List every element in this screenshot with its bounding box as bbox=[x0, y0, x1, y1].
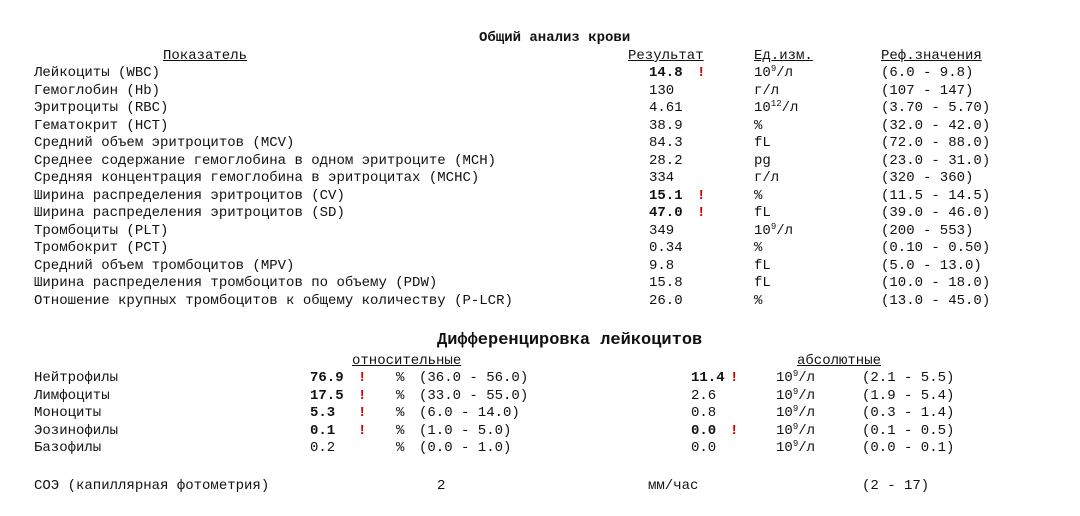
diff-rel-ref: (0.0 - 1.0) bbox=[419, 440, 512, 456]
unit-exponent: 9 bbox=[792, 369, 799, 379]
diff-rel-unit: % bbox=[396, 440, 405, 456]
diff-abs-value: 0.8 bbox=[691, 405, 717, 421]
abnormal-flag-icon: ! bbox=[358, 370, 367, 386]
unit-base: fL bbox=[754, 135, 771, 151]
diff-rel-ref: (1.0 - 5.0) bbox=[419, 422, 512, 439]
header-unit: Ед.изм. bbox=[754, 48, 813, 64]
unit-base: fL bbox=[754, 257, 771, 274]
abnormal-flag-icon: ! bbox=[697, 65, 706, 81]
unit-base: 10 bbox=[776, 387, 793, 404]
row-name: Отношение крупных тромбоцитов к общему количеству (P-LCR) bbox=[34, 292, 513, 309]
unit-base: % bbox=[754, 292, 763, 309]
row-ref: (32.0 - 42.0) bbox=[881, 117, 991, 134]
row-value: 15.8 bbox=[649, 275, 683, 291]
row-ref: (6.0 - 9.8) bbox=[881, 65, 974, 81]
row-ref: (3.70 - 5.70) bbox=[881, 100, 991, 116]
diff-rel-ref: (6.0 - 14.0) bbox=[419, 405, 520, 421]
row-unit bbox=[754, 240, 762, 257]
report-title: Общий анализ крови bbox=[479, 30, 631, 46]
row-ref: (0.10 - 0.50) bbox=[881, 240, 991, 256]
row-name: Средний объем эритроцитов (MCV) bbox=[34, 135, 295, 151]
table-row bbox=[0, 170, 1080, 188]
abnormal-flag-icon: ! bbox=[358, 387, 367, 404]
diff-row bbox=[0, 405, 1080, 423]
header-result: Результат bbox=[628, 48, 704, 64]
table-row bbox=[0, 275, 1080, 293]
row-name: Ширина распределения эритроцитов (SD) bbox=[34, 205, 345, 221]
table-row bbox=[0, 100, 1080, 118]
row-unit bbox=[754, 293, 762, 310]
unit-exponent: 9 bbox=[792, 421, 799, 432]
row-unit bbox=[754, 223, 793, 240]
unit-base: г/л bbox=[754, 82, 780, 99]
row-unit bbox=[754, 153, 771, 170]
row-unit bbox=[754, 83, 779, 100]
diff-abs-value: 2.6 bbox=[691, 387, 717, 404]
header-ref: Реф.значения bbox=[881, 48, 982, 64]
unit-exponent: 9 bbox=[792, 439, 799, 449]
row-value: 334 bbox=[649, 170, 675, 186]
unit-base: fL bbox=[754, 205, 771, 221]
diff-abs-unit bbox=[776, 440, 815, 457]
diff-rel-unit: % bbox=[396, 370, 405, 386]
unit-tail: /л bbox=[798, 387, 816, 404]
unit-base: 10 bbox=[776, 422, 793, 439]
unit-base: % bbox=[754, 117, 763, 134]
row-name: Гемоглобин (Hb) bbox=[34, 82, 161, 99]
header-indicator: Показатель bbox=[163, 48, 248, 64]
abnormal-flag-icon: ! bbox=[697, 205, 706, 221]
row-ref: (72.0 - 88.0) bbox=[881, 135, 991, 151]
unit-base: % bbox=[754, 187, 763, 204]
diff-rel-ref: (36.0 - 56.0) bbox=[419, 370, 529, 386]
table-row bbox=[0, 205, 1080, 223]
table-row bbox=[0, 188, 1080, 206]
unit-tail: /л bbox=[798, 405, 816, 421]
unit-tail: /л bbox=[798, 422, 816, 439]
row-unit bbox=[754, 258, 771, 275]
abnormal-flag-icon: ! bbox=[358, 405, 367, 421]
row-name: Лейкоциты (WBC) bbox=[34, 65, 161, 81]
diff-abs-value: 0.0 bbox=[691, 440, 717, 456]
unit-base: 10 bbox=[754, 222, 771, 239]
row-value: 26.0 bbox=[649, 292, 683, 309]
diff-abs-unit bbox=[776, 370, 815, 387]
row-unit bbox=[754, 205, 771, 222]
diff-row bbox=[0, 423, 1080, 441]
table-row bbox=[0, 258, 1080, 276]
row-unit bbox=[754, 170, 779, 187]
diff-row bbox=[0, 370, 1080, 388]
row-unit bbox=[754, 100, 798, 117]
diff-rel-value: 17.5 bbox=[310, 387, 344, 404]
unit-base: fL bbox=[754, 275, 771, 291]
row-value: 130 bbox=[649, 82, 675, 99]
unit-tail: /л bbox=[798, 440, 816, 456]
diff-row bbox=[0, 388, 1080, 406]
table-row bbox=[0, 118, 1080, 136]
diff-abs-unit bbox=[776, 423, 815, 440]
diff-abs-unit bbox=[776, 405, 815, 422]
diff-rel-value: 0.2 bbox=[310, 440, 336, 456]
table-row bbox=[0, 153, 1080, 171]
diff-rel-value: 76.9 bbox=[310, 370, 344, 386]
row-value: 28.2 bbox=[649, 152, 683, 169]
row-name: Средний объем тромбоцитов (MPV) bbox=[34, 257, 295, 274]
diff-rel-value: 0.1 bbox=[310, 422, 336, 439]
diff-rel-ref: (33.0 - 55.0) bbox=[419, 387, 529, 404]
diff-rel-unit: % bbox=[396, 422, 405, 439]
table-row bbox=[0, 65, 1080, 83]
table-row bbox=[0, 83, 1080, 101]
diff-abs-ref: (1.9 - 5.4) bbox=[862, 387, 955, 404]
row-unit bbox=[754, 65, 793, 82]
row-name: Тромбокрит (PCT) bbox=[34, 240, 169, 256]
unit-tail: /л bbox=[781, 100, 799, 116]
row-value: 349 bbox=[649, 222, 675, 239]
unit-exponent: 9 bbox=[770, 221, 777, 232]
diff-rel-unit: % bbox=[396, 405, 405, 421]
row-value: 0.34 bbox=[649, 240, 683, 256]
unit-base: 10 bbox=[776, 405, 793, 421]
unit-exponent: 9 bbox=[792, 386, 799, 397]
diff-rel-unit: % bbox=[396, 387, 405, 404]
row-ref: (200 - 553) bbox=[881, 222, 974, 239]
row-name: Средняя концентрация гемоглобина в эритроцитах (MCHC) bbox=[34, 170, 480, 186]
row-unit bbox=[754, 188, 762, 205]
diff-rel-value: 5.3 bbox=[310, 405, 336, 421]
row-value: 38.9 bbox=[649, 117, 683, 134]
diff-abs-ref: (2.1 - 5.5) bbox=[862, 370, 955, 386]
diff-relative-header: относительные bbox=[352, 353, 462, 369]
row-name: Тромбоциты (PLT) bbox=[34, 222, 169, 239]
abnormal-flag-icon: ! bbox=[358, 422, 367, 439]
esr-ref: (2 - 17) bbox=[862, 478, 930, 494]
row-ref: (13.0 - 45.0) bbox=[881, 292, 991, 309]
row-ref: (320 - 360) bbox=[881, 170, 974, 186]
row-ref: (5.0 - 13.0) bbox=[881, 257, 982, 274]
unit-base: 10 bbox=[776, 440, 793, 456]
diff-abs-unit bbox=[776, 388, 815, 405]
unit-tail: /л bbox=[798, 370, 816, 386]
row-value: 84.3 bbox=[649, 135, 683, 151]
row-unit bbox=[754, 135, 771, 152]
row-name: Ширина распределения эритроцитов (CV) bbox=[34, 187, 345, 204]
row-unit bbox=[754, 275, 771, 292]
row-value: 14.8 bbox=[649, 65, 683, 81]
unit-exponent: 12 bbox=[770, 99, 782, 109]
table-row bbox=[0, 135, 1080, 153]
row-ref: (23.0 - 31.0) bbox=[881, 152, 991, 169]
row-ref: (39.0 - 46.0) bbox=[881, 205, 991, 221]
diff-absolute-header: абсолютные bbox=[797, 353, 882, 369]
diff-name: Эозинофилы bbox=[34, 422, 119, 439]
unit-base: pg bbox=[754, 152, 771, 169]
diff-name: Базофилы bbox=[34, 440, 102, 456]
row-ref: (107 - 147) bbox=[881, 82, 974, 99]
unit-exponent: 9 bbox=[792, 404, 799, 414]
row-value: 47.0 bbox=[649, 205, 683, 221]
esr-unit: мм/час bbox=[648, 478, 699, 494]
row-ref: (10.0 - 18.0) bbox=[881, 275, 991, 291]
unit-base: % bbox=[754, 240, 763, 256]
row-name: Эритроциты (RBC) bbox=[34, 100, 169, 116]
unit-exponent: 9 bbox=[770, 64, 777, 74]
row-name: Среднее содержание гемоглобина в одном эритроците (MCH) bbox=[34, 152, 497, 169]
abnormal-flag-icon: ! bbox=[730, 370, 739, 386]
diff-abs-value: 11.4 bbox=[691, 370, 725, 386]
row-ref: (11.5 - 14.5) bbox=[881, 187, 991, 204]
diff-abs-ref: (0.3 - 1.4) bbox=[862, 405, 955, 421]
diff-abs-ref: (0.1 - 0.5) bbox=[862, 422, 955, 439]
diff-name: Нейтрофилы bbox=[34, 370, 119, 386]
table-row bbox=[0, 240, 1080, 258]
unit-base: 10 bbox=[754, 65, 771, 81]
diff-abs-value: 0.0 bbox=[691, 422, 717, 439]
esr-value: 2 bbox=[437, 478, 446, 494]
diff-name: Лимфоциты bbox=[34, 387, 110, 404]
diff-abs-ref: (0.0 - 0.1) bbox=[862, 440, 955, 456]
row-value: 9.8 bbox=[649, 257, 675, 274]
row-name: Ширина распределения тромбоцитов по объему (PDW) bbox=[34, 275, 438, 291]
diff-title: Дифференцировка лейкоцитов bbox=[437, 331, 703, 350]
row-unit bbox=[754, 118, 762, 135]
diff-name: Моноциты bbox=[34, 405, 102, 421]
esr-name: СОЭ (капиллярная фотометрия) bbox=[34, 478, 270, 494]
unit-tail: /л bbox=[776, 222, 794, 239]
row-name: Гематокрит (HCT) bbox=[34, 117, 169, 134]
unit-base: г/л bbox=[754, 170, 780, 186]
table-row bbox=[0, 293, 1080, 311]
unit-base: 10 bbox=[754, 100, 771, 116]
unit-tail: /л bbox=[776, 65, 794, 81]
diff-row bbox=[0, 440, 1080, 458]
row-value: 4.61 bbox=[649, 100, 683, 116]
abnormal-flag-icon: ! bbox=[730, 422, 739, 439]
row-value: 15.1 bbox=[649, 187, 683, 204]
abnormal-flag-icon: ! bbox=[697, 187, 706, 204]
table-row bbox=[0, 223, 1080, 241]
unit-base: 10 bbox=[776, 370, 793, 386]
